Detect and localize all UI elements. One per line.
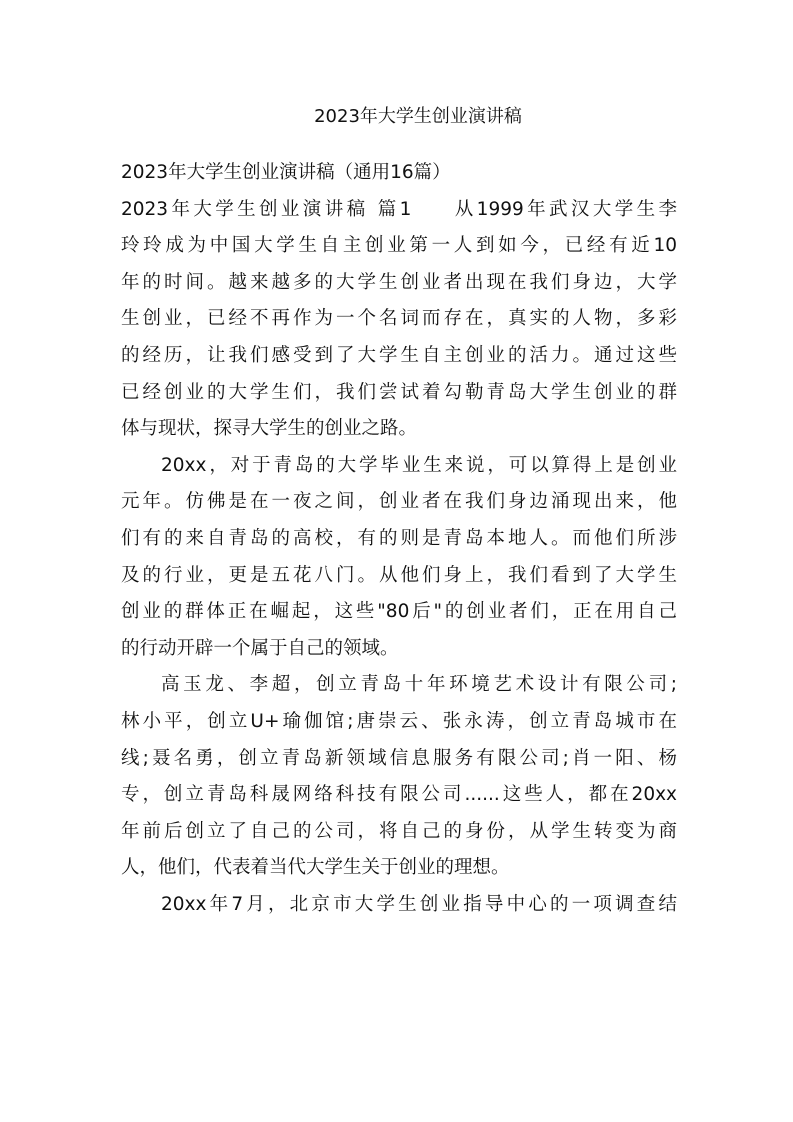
paragraph-line: 创业的群体正在崛起，这些"80后"的创业者们，正在用自己 — [121, 601, 677, 623]
document-body — [121, 155, 677, 923]
paragraph-line: 林小平，创立U+瑜伽馆;唐崇云、张永涛，创立青岛城市在 — [121, 710, 677, 732]
paragraph-line: 玲玲成为中国大学生自主创业第一人到如今，已经有近10 — [121, 235, 677, 257]
paragraph-line: 专，创立青岛科晟网络科技有限公司......这些人，都在20xx — [121, 784, 677, 806]
document-subtitle: 2023年大学生创业演讲稿（通用16篇） — [121, 162, 451, 183]
paragraph-line: 年前后创立了自己的公司，将自己的身份，从学生转变为商 — [121, 820, 677, 842]
paragraph-line: 年的时间。越来越多的大学生创业者出现在我们身边，大学 — [121, 271, 677, 293]
page-title: 2023年大学生创业演讲稿 — [314, 106, 522, 127]
paragraph-line: 体与现状，探寻大学生的创业之路。 — [121, 418, 418, 440]
paragraph-line: 的行动开辟一个属于自己的领域。 — [121, 637, 399, 659]
paragraph-line: 们有的来自青岛的高校，有的则是青岛本地人。而他们所涉 — [121, 527, 677, 549]
section-heading: 2023年大学生创业演讲稿 篇1 — [121, 198, 412, 220]
paragraph-line — [121, 192, 677, 229]
paragraph-line: 及的行业，更是五花八门。从他们身上，我们看到了大学生 — [121, 564, 677, 586]
paragraph-line: 元年。仿佛是在一夜之间，创业者在我们身边涌现出来，他 — [121, 491, 677, 513]
paragraph-line: 已经创业的大学生们，我们尝试着勾勒青岛大学生创业的群 — [121, 381, 677, 403]
paragraph-line: 20xx年7月，北京市大学生创业指导中心的一项调查结 — [161, 893, 677, 915]
paragraph-line: 线;聂名勇，创立青岛新领域信息服务有限公司;肖一阳、杨 — [121, 747, 677, 769]
paragraph-text: 从1999年武汉大学生李 — [451, 198, 677, 220]
paragraph-line: 高玉龙、李超，创立青岛十年环境艺术设计有限公司; — [161, 674, 677, 696]
paragraph-line: 的经历，让我们感受到了大学生自主创业的活力。通过这些 — [121, 344, 677, 366]
paragraph-line: 生创业，已经不再作为一个名词而存在，真实的人物，多彩 — [121, 308, 677, 330]
paragraph-line: 人，他们，代表着当代大学生关于创业的理想。 — [121, 857, 510, 879]
paragraph-line: 20xx，对于青岛的大学毕业生来说，可以算得上是创业 — [161, 454, 677, 476]
